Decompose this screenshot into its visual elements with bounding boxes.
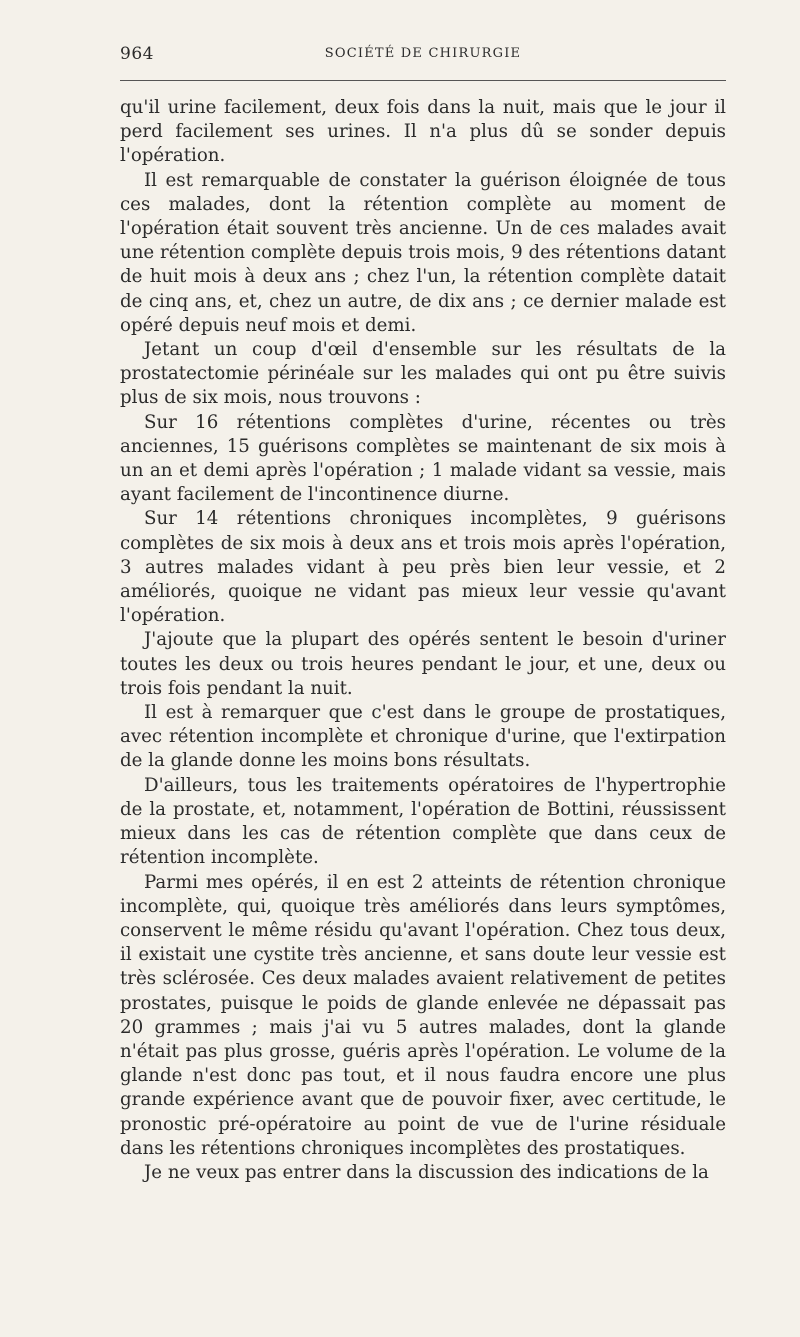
header-rule: [120, 80, 726, 81]
running-title: SOCIÉTÉ DE CHIRURGIE: [324, 46, 522, 61]
paragraph: Il est à remarquer que c'est dans le groupe de prostatiques, avec rétention incomplète et chronique d'urine, que l'extirpation de la glande donne les moins bons résultats.: [120, 702, 726, 772]
page-number: 964: [120, 44, 154, 64]
paragraph: Sur 14 rétentions chroniques incomplètes, 9 guérisons complètes de six mois à deux ans et trois mois après l'opération, 3 autres malades vidant à peu près bien leur vessie, et 2 améliorés, quoique ne vidant pas mieux leur vessie qu'avant l'opération.: [120, 508, 726, 627]
paragraph: Sur 16 rétentions complètes d'urine, récentes ou très anciennes, 15 guérisons complètes se maintenant de six mois à un an et demi après l'opération ; 1 malade vidant sa vessie, mais ayant facilement de l'incontinence diurne.: [120, 411, 726, 506]
paragraph: Parmi mes opérés, il en est 2 atteints de rétention chronique incomplète, qui, quoique très améliorés dans leurs symptômes, conservent le même résidu qu'avant l'opération. Chez tous deux, il existait une cystite très ancienne, et sans doute leur vessie est très sclérosée. Ces deux malades avaient relativement de petites prostates, puisque le poids de glande enlevée ne dépassait pas 20 grammes ; mais j'ai vu 5 autres malades, dont la glande n'était pas plus grosse, guéris après l'opération. Le volume de la glande n'est donc pas tout, et il nous faudra encore une plus grande expérience avant que de pouvoir fixer, avec certitude, le pronostic pré-opératoire au point de vue de l'urine résiduale dans les rétentions chroniques incomplètes des prostatiques.: [120, 871, 726, 1159]
paragraph: D'ailleurs, tous les traitements opératoires de l'hypertrophie de la prostate, et, notamment, l'opération de Bottini, réussissent mieux dans les cas de rétention complète que dans ceux de rétention incomplète.: [120, 774, 726, 869]
paragraph: Il est remarquable de constater la guérison éloignée de tous ces malades, dont la rétention complète au moment de l'opération était souvent très ancienne. Un de ces malades avait une rétention complète depuis trois mois, 9 des rétentions datant de huit mois à deux ans ; chez l'un, la rétention complète datait de cinq ans, et, chez un autre, de dix ans ; ce dernier malade est opéré depuis neuf mois et demi.: [120, 169, 726, 336]
paragraph: qu'il urine facilement, deux fois dans la nuit, mais que le jour il perd facilement ses urines. Il n'a plus dû se sonder depuis l'opération.: [120, 97, 726, 167]
paragraph: Jetant un coup d'œil d'ensemble sur les résultats de la prostatectomie périnéale sur les malades qui ont pu être suivis plus de six mois, nous trouvons :: [120, 339, 726, 409]
page-header: [120, 44, 726, 74]
paragraph: J'ajoute que la plupart des opérés sentent le besoin d'uriner toutes les deux ou trois heures pendant le jour, et une, deux ou trois fois pendant la nuit.: [120, 629, 726, 699]
paragraph: Je ne veux pas entrer dans la discussion des indications de la: [144, 1161, 709, 1183]
body-text: [120, 96, 726, 1185]
